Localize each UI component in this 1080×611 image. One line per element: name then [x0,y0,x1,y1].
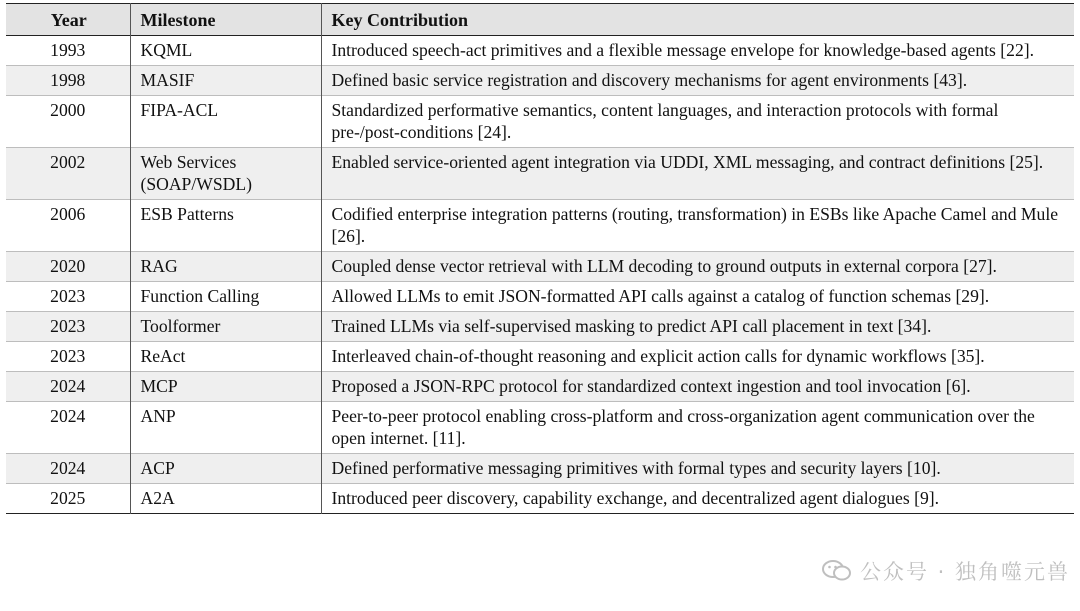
cell-key-contribution: Introduced speech-act primitives and a flexible message envelope for knowledge-based agents [22]. [321,36,1074,66]
table-row [6,372,1074,402]
cell-milestone: Toolformer [130,312,321,342]
cell-milestone: KQML [130,36,321,66]
cell-key-contribution: Interleaved chain-of-thought reasoning and explicit action calls for dynamic workflows [35]. [321,342,1074,372]
table-row [6,36,1074,66]
table-row [6,402,1074,454]
cell-milestone: ANP [130,402,321,454]
header-year: Year [50,9,87,30]
cell-milestone: Function Calling [130,282,321,312]
cell-year: 2023 [50,346,86,366]
table-row [6,282,1074,312]
table-row [6,66,1074,96]
header-key-contribution: Key Contribution [321,4,1074,36]
cell-key-contribution: Defined performative messaging primitives with formal types and security layers [10]. [321,454,1074,484]
cell-year: 2002 [50,152,86,172]
cell-milestone: ESB Patterns [130,200,321,252]
cell-key-contribution: Defined basic service registration and discovery mechanisms for agent environments [43]. [321,66,1074,96]
wechat-icon [822,559,852,583]
milestones-table [6,3,1074,514]
cell-year: 2023 [50,286,86,306]
cell-year: 2023 [50,316,86,336]
header-milestone: Milestone [130,4,321,36]
cell-key-contribution: Peer-to-peer protocol enabling cross-platform and cross-organization agent communication over the open internet. [11]. [321,402,1074,454]
table-row [6,342,1074,372]
cell-year: 2025 [50,488,86,508]
watermark [822,556,1070,586]
cell-milestone: MASIF [130,66,321,96]
cell-year: 2020 [50,256,86,276]
cell-year: 2006 [50,204,86,224]
cell-key-contribution: Trained LLMs via self-supervised masking to predict API call placement in text [34]. [321,312,1074,342]
watermark-text: 公众号 · 独角噬元兽 [859,560,1070,584]
cell-key-contribution: Codified enterprise integration patterns (routing, transformation) in ESBs like Apache Camel and Mule [26]. [321,200,1074,252]
table-row [6,252,1074,282]
cell-key-contribution: Standardized performative semantics, content languages, and interaction protocols with formal pre-/post-conditions [24]. [321,96,1074,148]
cell-milestone: ACP [130,454,321,484]
table-row [6,96,1074,148]
cell-key-contribution: Enabled service-oriented agent integration via UDDI, XML messaging, and contract definitions [25]. [321,148,1074,200]
cell-year: 1998 [50,70,86,90]
cell-key-contribution: Proposed a JSON-RPC protocol for standardized context ingestion and tool invocation [6]. [321,372,1074,402]
table-body [6,36,1074,514]
cell-milestone: MCP [130,372,321,402]
cell-milestone: FIPA-ACL [130,96,321,148]
cell-year: 2000 [50,100,86,120]
cell-year: 2024 [50,376,86,396]
cell-year: 1993 [50,40,86,60]
milestones-table-container [6,3,1074,514]
table-row [6,312,1074,342]
cell-key-contribution: Allowed LLMs to emit JSON-formatted API calls against a catalog of function schemas [29]. [321,282,1074,312]
cell-year: 2024 [50,406,86,426]
table-row [6,484,1074,514]
cell-year: 2024 [50,458,86,478]
cell-key-contribution: Introduced peer discovery, capability exchange, and decentralized agent dialogues [9]. [321,484,1074,514]
table-row [6,148,1074,200]
cell-milestone: RAG [130,252,321,282]
cell-key-contribution: Coupled dense vector retrieval with LLM decoding to ground outputs in external corpora [27]. [321,252,1074,282]
cell-milestone: ReAct [130,342,321,372]
cell-milestone: A2A [130,484,321,514]
table-row [6,200,1074,252]
cell-milestone: Web Services (SOAP/WSDL) [130,148,321,200]
table-row [6,454,1074,484]
table-header-row [6,4,1074,36]
